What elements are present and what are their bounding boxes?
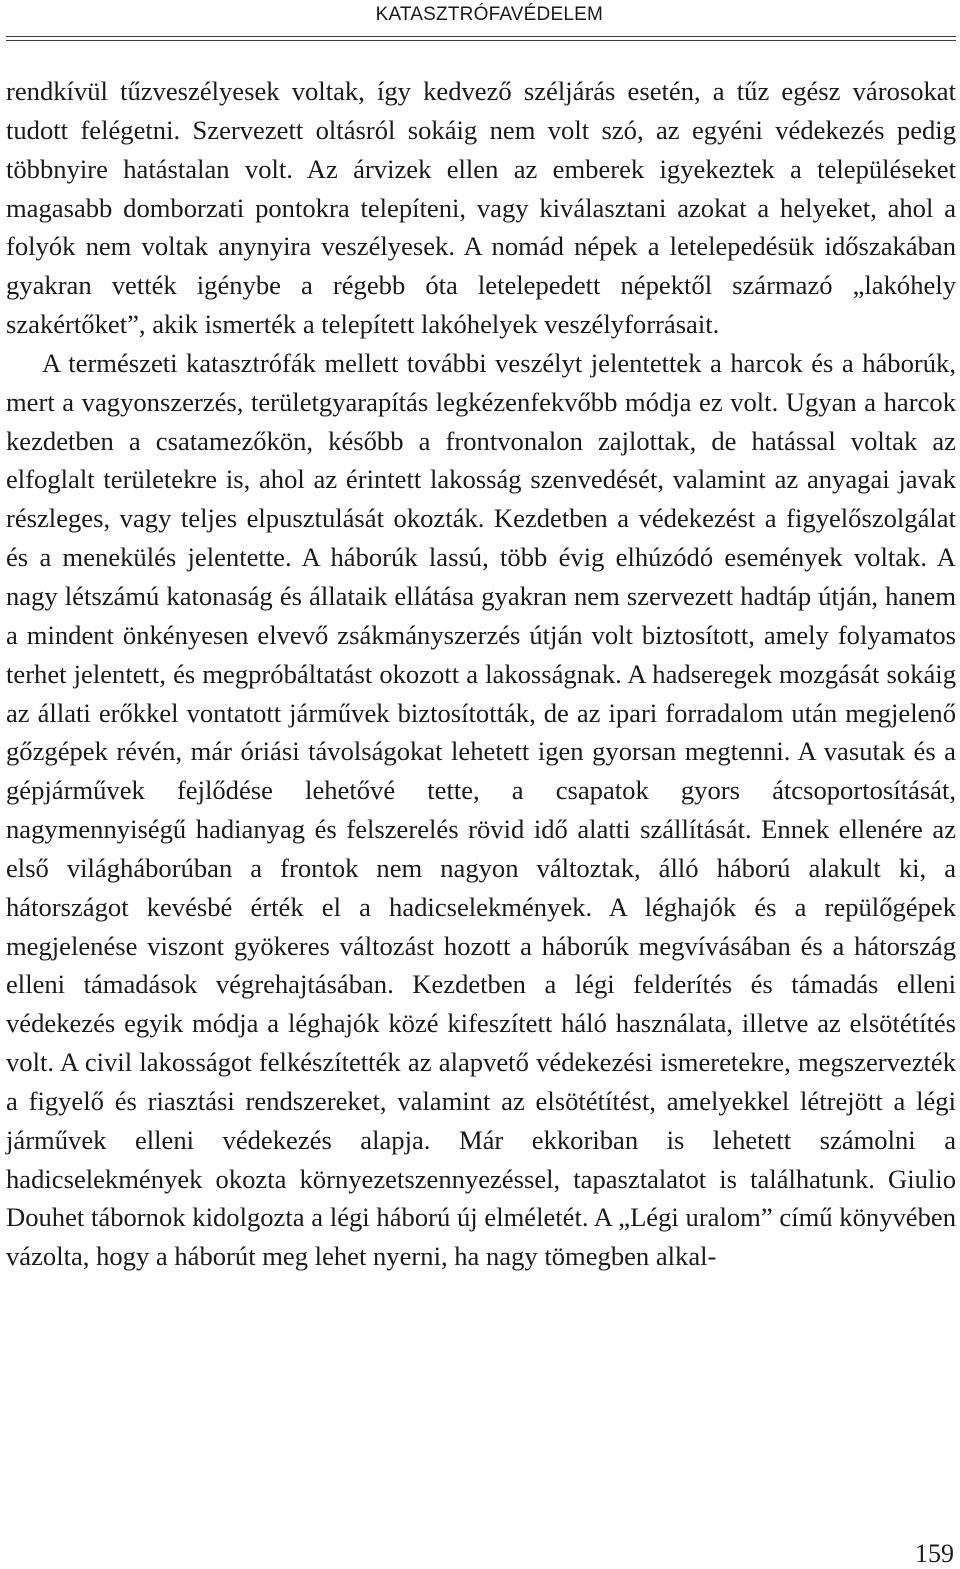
paragraph-2: A természeti katasztrófák mellett további veszélyt jelentettek a harcok és a háborúk, mert a vagyonszerzés, területgyarapítás legkézenfekvőbb módja ez volt. Ugyan a harcok kezdetben a csatamezőkön, később a frontvonalon zajlottak, de hatással voltak az elfoglalt területekre is, ahol az érintett lakosság szenvedését, valamint az anyagai javak részleges, vagy teljes elpusztulását okozták. Kezdetben a védekezést a figyelőszolgálat és a menekülés jelentette. A háborúk lassú, több évig elhúzódó események voltak. A nagy létszámú katonaság és állataik ellátása gyakran nem szervezett hadtáp útján, hanem a mindent önkényesen elvevő zsákmányszerzés útján volt biztosított, amely folyamatos terhet jelentett, és megpróbáltatást okozott a lakosságnak. A hadseregek mozgását sokáig az állati erőkkel vontatott járművek biztosították, de az ipari forradalom után megjelenő gőzgépek révén, már óriási távolságokat lehetett igen gyorsan megtenni. A vasutak és a gépjárművek fejlődése lehetővé tette, a csapatok gyors átcsoportosítását, nagymennyiségű hadianyag és felszerelés rövid idő alatti szállítását. Ennek ellenére az első világháborúban a frontok nem nagyon változtak, álló háború alakult ki, a hátországot kevésbé érték el a hadicselekmények. A léghajók és a repülőgépek megjelenése viszont gyökeres változást hozott a háborúk megvívásában és a hátország elleni támadások végrehajtásában. Kezdetben a légi felderítés és támadás elleni védekezés egyik módja a léghajók közé kifeszített háló használata, illetve az elsötétítés volt. A civil lakosságot felkészítették az alapvető védekezési ismeretekre, megszervezték a figyelő és riasztási rendszereket, valamint az elsötétítést, amelyekkel létrejött a légi járművek elleni védekezés alapja. Már ekkoriban is lehetett számolni a hadicselekmények okozta környezetszennyezéssel, tapasztalatot is találhatunk. Giulio Douhet tábornok kidolgozta a légi háború új elméletét. A „Légi uralom” című könyvében vázolta, hogy a háborút meg lehet nyerni, ha nagy tömegben alkal-: [6, 347, 956, 1272]
page-number: 159: [915, 1539, 954, 1568]
running-header: [0, 0, 960, 36]
body-text: [6, 72, 956, 1276]
paragraph-1: rendkívül tűzveszélyesek voltak, így kedvező széljárás esetén, a tűz egész városokat tudott felégetni. Szervezett oltásról sokáig nem volt szó, az egyéni védekezés pedig többnyire hatástalan volt. Az árvizek ellen az emberek igyekeztek a településeket magasabb domborzati pontokra telepíteni, vagy kiválasztani azokat a helyeket, ahol a folyók nem voltak anynyira veszélyesek. A nomád népek a letelepedésük időszakában gyakran vették igénybe a régebb óta letelepedett népektől származó „lakóhely szakértőket”, akik ismerték a telepített lakóhelyek veszélyforrásait.: [6, 76, 956, 340]
running-header-title: KATASZTRÓFAVÉDELEM: [375, 4, 603, 25]
header-rule-top: [6, 36, 956, 37]
header-rule-bottom: [6, 40, 956, 41]
